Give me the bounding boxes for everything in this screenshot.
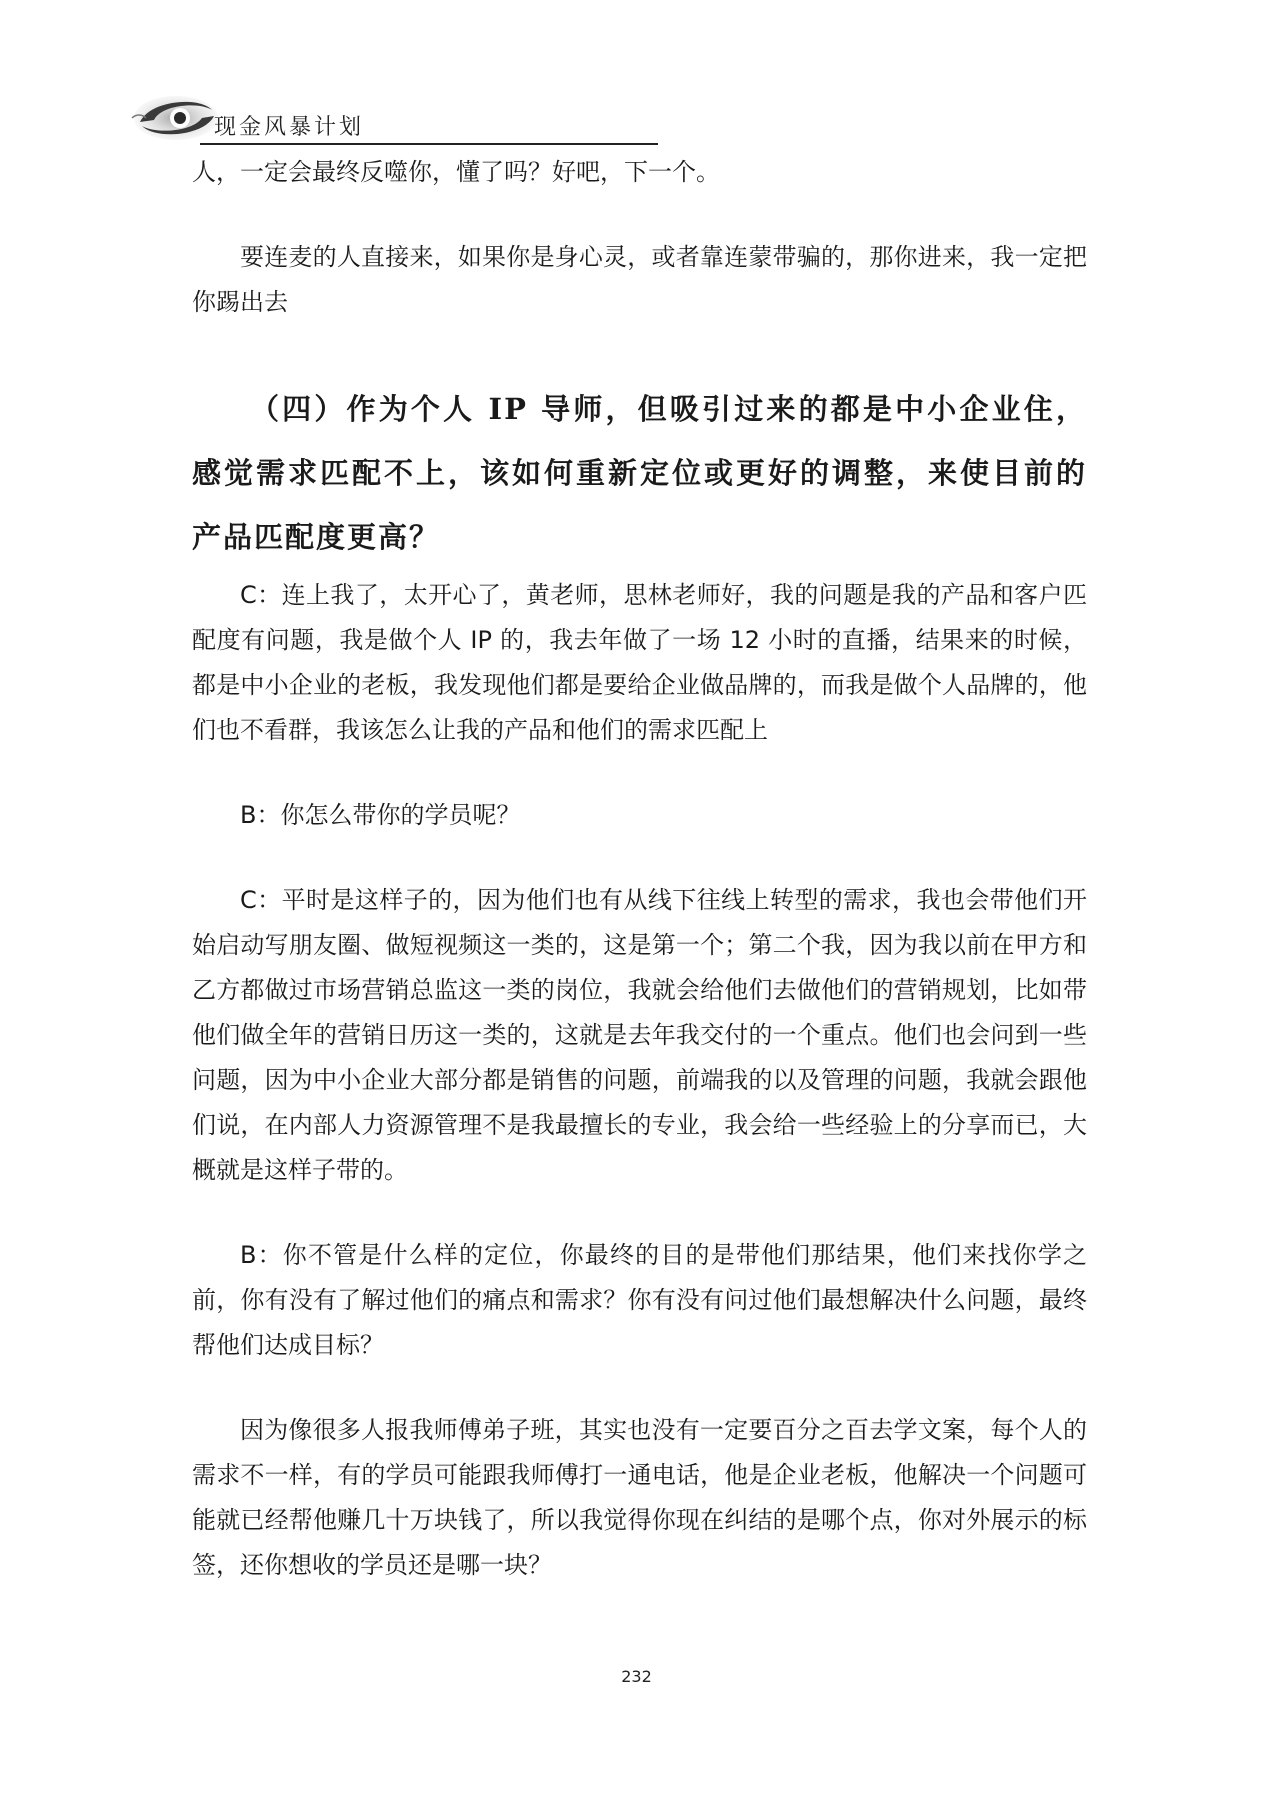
paragraph: 要连麦的人直接来，如果你是身心灵，或者靠连蒙带骗的，那你进来，我一定把你踢出去: [192, 243, 1087, 316]
section-heading: （四）作为个人 IP 导师，但吸引过来的都是中小企业住，感觉需求匹配不上，该如何重新定位或更好的调整，来使目前的产品匹配度更高？: [192, 392, 1087, 554]
dialogue-paragraph-5: 因为像很多人报我师傅弟子班，其实也没有一定要百分之百去学文案，每个人的需求不一样，有的学员可能跟我师傅打一通电话，他是企业老板，他解决一个问题可能就已经帮他赚几十万块钱了，所以我觉得你现在纠结的是哪个点，你对外展示的标签，还你想收的学员还是哪一块？: [192, 1416, 1087, 1579]
dialogue-paragraph-1: C：连上我了，太开心了，黄老师，思林老师好，我的问题是我的产品和客户匹配度有问题，我是做个人 IP 的，我去年做了一场 12 小时的直播，结果来的时候，都是中小企业的老板，我发现他们都是要给企业做品牌的，而我是做个人品牌的，他们也不看群，我该怎么让我的产品和他们的需求匹配上: [192, 581, 1087, 744]
paragraph-continuation: 人，一定会最终反噬你，懂了吗？好吧，下一个。: [192, 158, 720, 186]
page-header: [130, 88, 660, 148]
page-content: [192, 150, 1087, 1588]
dialogue-paragraph-4: B：你不管是什么样的定位，你最终的目的是带他们那结果，他们来找你学之前，你有没有了解过他们的痛点和需求？你有没有问过他们最想解决什么问题，最终帮他们达成目标？: [192, 1241, 1087, 1359]
dialogue-paragraph-3: C：平时是这样子的，因为他们也有从线下往线上转型的需求，我也会带他们开始启动写朋友圈、做短视频这一类的，这是第一个；第二个我，因为我以前在甲方和乙方都做过市场营销总监这一类的岗位，我就会给他们去做他们的营销规划，比如带他们做全年的营销日历这一类的，这就是去年我交付的一个重点。他们也会问到一些问题，因为中小企业大部分都是销售的问题，前端我的以及管理的问题，我就会跟他们说，在内部人力资源管理不是我最擅长的专业，我会给一些经验上的分享而已，大概就是这样子带的。: [192, 886, 1087, 1184]
header-title: 现金风暴计划: [214, 115, 365, 140]
dialogue-paragraph-2: B：你怎么带你的学员呢？: [240, 801, 521, 829]
page-number: 232: [621, 1667, 652, 1686]
swirl-logo-icon: [130, 88, 226, 148]
header-divider: [200, 143, 658, 145]
